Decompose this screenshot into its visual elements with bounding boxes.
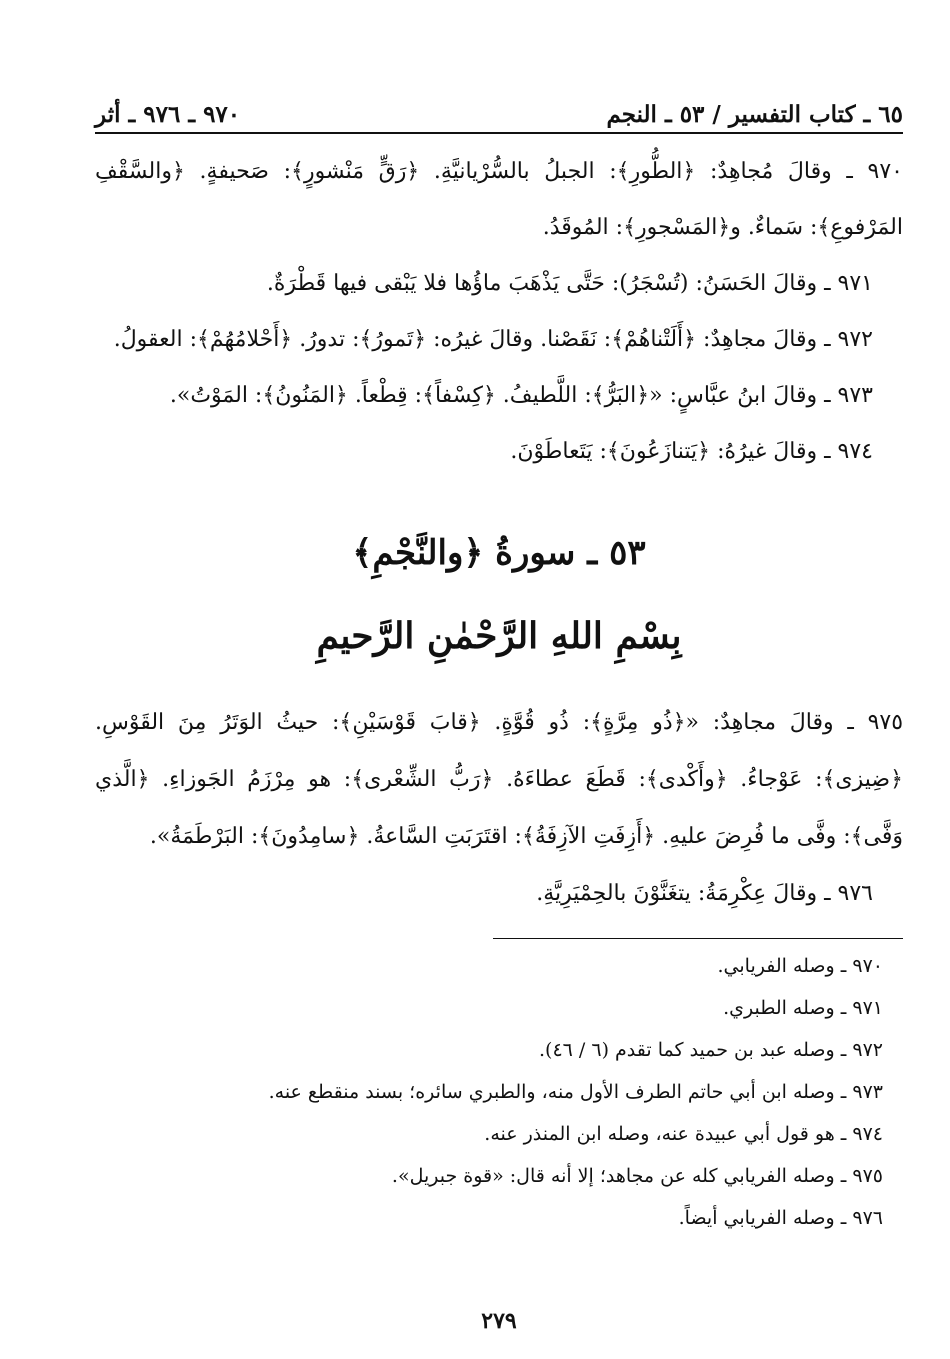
- surah-heading: ٥٣ ـ سورةُ ﴿والنَّجْمِ﴾: [352, 533, 646, 573]
- book-page: [95, 88, 903, 1338]
- athar-section-2: [95, 694, 903, 922]
- footnote-divider: [493, 938, 903, 939]
- running-header: [95, 88, 903, 134]
- page-number: ٢٧٩: [481, 1308, 517, 1334]
- athar-972: ٩٧٢ ـ وقالَ مجاهِدٌ: ﴿أَلَتْناهُمْ﴾: نَقَصْنا. وقالَ غيرُه: ﴿تَمورُ﴾: تدورُ. ﴿أَحْلامُهُمْ﴾: العقولُ.: [113, 327, 873, 352]
- footnotes: [95, 945, 903, 1239]
- footnote-970: ٩٧٠ ـ وصله الفريابي.: [717, 955, 883, 977]
- footnote-971: ٩٧١ ـ وصله الطبري.: [723, 997, 883, 1019]
- footnote-974: ٩٧٤ ـ هو قول أبي عبيدة عنه، وصله ابن المنذر عنه.: [484, 1123, 883, 1145]
- header-athar-range: ٩٧٠ ـ ٩٧٦ ـ أثر: [95, 101, 241, 128]
- footnote-973: ٩٧٣ ـ وصله ابن أبي حاتم الطرف الأول منه، والطبري سائره؛ بسند منقطع عنه.: [268, 1081, 883, 1103]
- footnote-976: ٩٧٦ ـ وصله الفريابي أيضاً.: [678, 1207, 883, 1229]
- athar-971: ٩٧١ ـ وقالَ الحَسَنُ: (تُسْجَرُ): حَتَّى يَذْهَبَ ماؤُها فلا يَبْقى فيها قَطْرَةٌ.: [266, 271, 873, 296]
- athar-974: ٩٧٤ ـ وقالَ غيرُهُ: ﴿يَتنازَعُونَ﴾: يَتَعاطَوْنَ.: [510, 439, 873, 464]
- athar-970: ٩٧٠ ـ وقالَ مُجاهِدٌ: ﴿الطُّورِ﴾: الجبلُ بالسُّرْيانيَّةِ. ﴿رَقٍّ مَنْشورٍ﴾: صَحيفةٍ. ﴿والسَّقْفِ المَرْفوعِ﴾: سَماءٌ. و﴿المَسْجورِ﴾: المُوقَدُ.: [95, 159, 903, 240]
- footnote-972: ٩٧٢ ـ وصله عبد بن حميد كما تقدم (٦ / ٤٦).: [539, 1039, 883, 1061]
- header-chapter-title: ٦٥ ـ كتاب التفسير / ٥٣ ـ النجم: [606, 101, 903, 128]
- athar-973: ٩٧٣ ـ وقالَ ابنُ عبَّاسٍ: «﴿البَرُّ﴾: اللَّطيفُ. ﴿كِسْفاً﴾: قِطْعاً. ﴿المَنُونُ﴾: المَوْتُ».: [169, 383, 873, 408]
- athar-section-1: [95, 144, 903, 480]
- athar-975: ٩٧٥ ـ وقالَ مجاهِدٌ: «﴿ذُو مِرَّةٍ﴾: ذُو قُوَّةٍ. ﴿قابَ قَوْسَيْنِ﴾: حيثُ الوَتَرُ مِنَ القَوْسِ. ﴿ضِيزى﴾: عَوْجاءُ. ﴿وأَكْدى﴾: قَطَعَ عطاءَهُ. ﴿رَبُّ الشِّعْرى﴾: هو مِرْزَمُ الجَوزاءِ. ﴿الَّذي وَفَّى﴾: وفَّى ما فُرِضَ عليهِ. ﴿أَزِفَتِ الآزِفَةُ﴾: اقتَرَبَتِ السَّاعةُ. ﴿سامِدُونَ﴾: البَرْطَمَةُ».: [95, 710, 904, 849]
- basmala: بِسْمِ اللهِ الرَّحْمٰنِ الرَّحيمِ: [316, 615, 682, 657]
- footnote-975: ٩٧٥ ـ وصله الفريابي كله عن مجاهد؛ إلا أنه قال: «قوة جبريل».: [391, 1165, 883, 1187]
- athar-976: ٩٧٦ ـ وقالَ عِكْرِمَةُ: يتغَنَّوْنَ بالحِمْيَرِيَّةِ.: [536, 881, 873, 906]
